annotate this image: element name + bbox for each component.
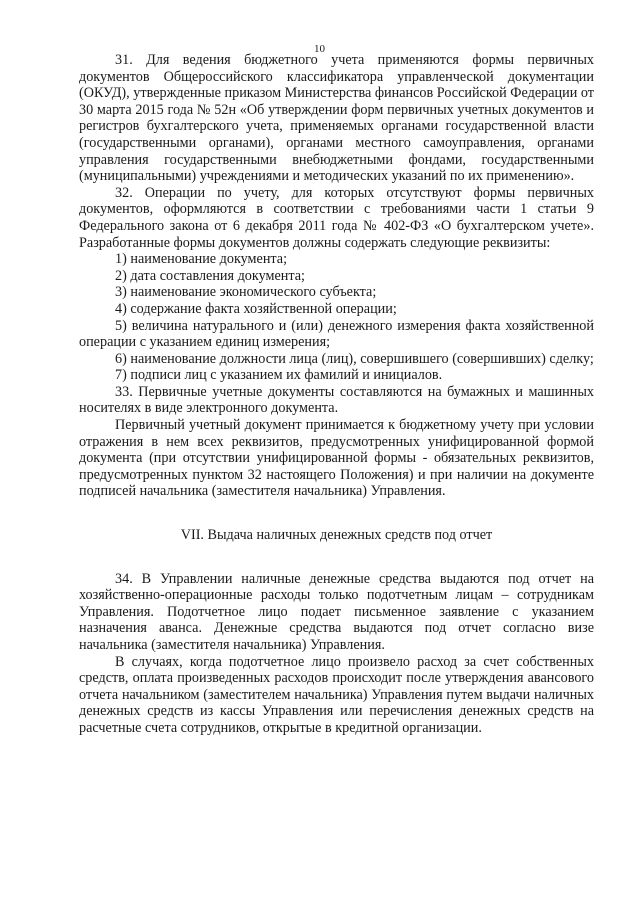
paragraph-34-continued: В случаях, когда подотчетное лицо произвело расход за счет собственных средств, оплата произведенных расходов происходит после утверждения авансового отчета начальником (заместителем начальника) Управления путем выдачи наличных денежных средств из кассы Управления или перечисления денежных средств на расчетные счета сотрудников, открытые в кредитной организации. xyxy=(79,653,594,736)
list-item-7: 7) подписи лиц с указанием их фамилий и инициалов. xyxy=(115,367,443,384)
paragraph-33-continued: Первичный учетный документ принимается к бюджетному учету при условии отражения в нем всех реквизитов, предусмотренных унифицированной формой документа (при отсутствии унифицированной формы - обязательных реквизитов, предусмотренных пунктом 32 настоящего Положения) и при наличии на документе подписей начальника (заместителя начальника) Управления. xyxy=(79,417,594,500)
paragraph-32: 32. Операции по учету, для которых отсутствуют формы первичных документов, оформляются в соответствии с требованиями части 1 статьи 9 Федерального закона от 6 декабря 2011 года № 402-ФЗ «О бухгалтерском учете». Разработанные формы документов должны содержать следующие реквизиты: xyxy=(79,184,594,251)
section-heading: VII. Выдача наличных денежных средств под отчет xyxy=(180,527,493,544)
list-item-2: 2) дата составления документа; xyxy=(115,267,305,284)
document-body xyxy=(79,52,594,737)
paragraph-31: 31. Для ведения бюджетного учета применяются формы первичных документов Общероссийского классификатора управленческой документации (ОКУД), утвержденные приказом Министерства финансов Российской Федерации от 30 марта 2015 года № 52н «Об утверждении форм первичных учетных документов и регистров бухгалтерского учета, применяемых органами государственной власти (государственными органами), органами местного самоуправления, органами управления государственными внебюджетными фондами, государственными (муниципальными) учреждениями и методических указаний по их применению». xyxy=(79,52,594,185)
page-number: 10 xyxy=(314,43,325,55)
paragraph-34: 34. В Управлении наличные денежные средства выдаются под отчет на хозяйственно-операционные расходы только подотчетным лицам – сотрудникам Управления. Подотчетное лицо подает письменное заявление с указанием назначения аванса. Денежные средства выдаются под отчет согласно визе начальника (заместителя начальника) Управления. xyxy=(79,570,594,653)
paragraph-33: 33. Первичные учетные документы составляются на бумажных и машинных носителях в виде электронного документа. xyxy=(79,383,594,417)
list-item-5: 5) величина натурального и (или) денежного измерения факта хозяйственной операции с указанием единиц измерения; xyxy=(79,317,594,351)
list-item-4: 4) содержание факта хозяйственной операции; xyxy=(115,300,397,317)
list-item-3: 3) наименование экономического субъекта; xyxy=(115,284,377,301)
list-item-1: 1) наименование документа; xyxy=(115,251,288,268)
list-item-6: 6) наименование должности лица (лиц), совершившего (совершивших) сделку; xyxy=(115,350,594,367)
